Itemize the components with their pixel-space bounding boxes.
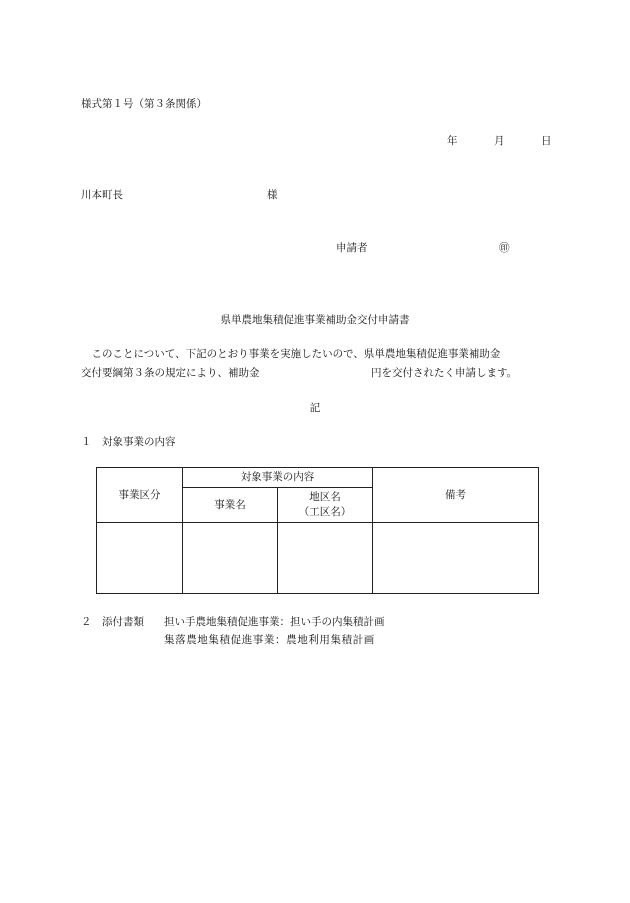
date-year-label: 年 — [447, 135, 458, 147]
cell-project-name[interactable] — [183, 523, 278, 594]
body-text-line-2-end: 円を交付されたく申請します。 — [371, 367, 518, 379]
header-category: 事業区分 — [97, 468, 183, 523]
document-title: 県単農地集積促進事業補助金交付申請書 — [220, 314, 410, 326]
header-district-name — [278, 488, 373, 523]
cell-district-name[interactable] — [278, 523, 373, 594]
attachment-item-2: 集落農地集積促進事業：農地利用集積計画 — [164, 634, 375, 646]
addressee-honorific: 様 — [267, 189, 278, 201]
addressee-name: 川本町長 — [81, 189, 123, 201]
form-number: 様式第１号（第３条関係） — [81, 98, 207, 110]
date-day-label: 日 — [541, 135, 552, 147]
district-name-line-1: 地区名 — [309, 491, 341, 503]
cell-category[interactable] — [97, 523, 183, 594]
header-project-name: 事業名 — [183, 488, 278, 523]
applicant-label: 申請者 — [336, 242, 368, 254]
header-remarks: 備考 — [373, 468, 539, 523]
attachment-item-1: 担い手農地集積促進事業：担い手の内集積計画 — [164, 616, 385, 628]
target-project-table — [96, 467, 539, 594]
body-text-line-1-content: このことについて、下記のとおり事業を実施したいので、県単農地集積促進事業補助金 — [91, 348, 501, 360]
date-month-label: 月 — [494, 135, 505, 147]
body-text-line-2-start: 交付要綱第３条の規定により、補助金 — [81, 367, 260, 379]
ki-heading: 記 — [309, 402, 321, 414]
district-name-line-2: （工区名） — [298, 506, 352, 518]
cell-remarks[interactable] — [373, 523, 539, 594]
section-2-heading: ２ 添付書類 — [81, 616, 144, 628]
body-text-line-1 — [81, 346, 500, 361]
seal-mark: ㊞ — [499, 242, 510, 254]
header-target-content: 対象事業の内容 — [183, 468, 373, 488]
section-1-heading: １ 対象事業の内容 — [81, 436, 176, 448]
